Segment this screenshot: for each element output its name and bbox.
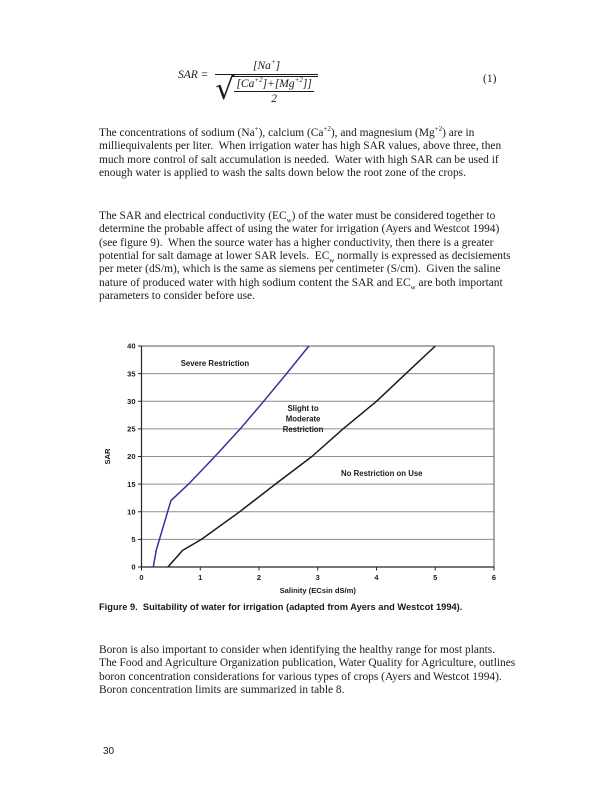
figure-caption: Figure 9. Suitability of water for irrigation (adapted from Ayers and Westcot 1994). xyxy=(99,602,463,612)
svg-text:SAR: SAR xyxy=(103,448,112,465)
svg-text:10: 10 xyxy=(127,507,136,517)
svg-text:40: 40 xyxy=(127,341,136,351)
square-root-sign: √ xyxy=(215,72,235,107)
body-paragraph-sar-ec: The SAR and electrical conductivity $(EC_w)$ of the water must be considered together to determine the probable affect of using the water for irrigation (Ayers and Westcot 1994) (see figure 9). When the source water has a higher conductivity, then there is a greater potential for salt damage at lower SAR levels. $EC_w$ normally is expressed as decisiements per meter (dS/m), which is the same as siemens per centimeter (S/cm). Given the saline nature of produced water with high sodium content the SAR and $EC_w$ are both important parameters to consider before use. xyxy=(99,210,514,303)
svg-text:20: 20 xyxy=(127,452,136,462)
svg-text:5: 5 xyxy=(131,535,136,545)
svg-text:No Restriction on Use: No Restriction on Use xyxy=(341,468,423,478)
sar-equation xyxy=(178,60,318,105)
svg-text:4: 4 xyxy=(374,573,379,582)
svg-text:Restriction: Restriction xyxy=(282,425,324,435)
svg-text:Slight to: Slight to xyxy=(287,404,319,414)
figure-9-chart xyxy=(96,340,500,604)
equation-number: (1) xyxy=(483,73,497,85)
radicand-fraction xyxy=(234,78,313,105)
figure-9 xyxy=(96,340,500,604)
body-paragraph-concentrations: The concentrations of sodium (Na+), calcium $(Ca^{+2})$, and magnesium $(Mg^{+2})$ are in milliequivalents per liter. When irrigation water has high SAR values, above three, then much more control of salt accumulation is needed. Water with high SAR can be used if enough water is applied to wash the salts down below the root zone of the crops. xyxy=(99,125,505,180)
svg-text:0: 0 xyxy=(139,573,144,582)
svg-text:35: 35 xyxy=(127,369,136,379)
radicand-numerator: $[Ca^{+2}]+[Mg^{+2}]$] xyxy=(236,76,312,90)
equation-numerator: [Na+] xyxy=(253,58,281,72)
svg-text:2: 2 xyxy=(256,573,262,582)
svg-text:1: 1 xyxy=(198,573,203,582)
sar-equation-body xyxy=(178,60,318,105)
equation-fraction xyxy=(215,60,318,105)
radicand-denominator: 2 xyxy=(271,93,277,105)
equation-denominator xyxy=(215,74,318,105)
page-number: 30 xyxy=(103,746,115,757)
svg-text:0: 0 xyxy=(131,562,136,572)
svg-text:Severe Restriction: Severe Restriction xyxy=(180,358,250,368)
svg-text:30: 30 xyxy=(127,396,136,406)
svg-text:Salinity (ECsin dS/m): Salinity (ECsin dS/m) xyxy=(279,586,356,595)
body-paragraph-boron: Boron is also important to consider when identifying the healthy range for most plants. The Food and Agriculture Organization publication, Water Quality for Agriculture, outlines boron concentration considerations for various types of crops (Ayers and Westcot 1994). Boron concentration limits are summarized in table 8. xyxy=(99,644,519,697)
svg-text:6: 6 xyxy=(491,573,497,582)
svg-text:15: 15 xyxy=(127,479,136,489)
svg-text:3: 3 xyxy=(315,573,320,582)
equation-lhs: SAR = xyxy=(178,69,212,81)
svg-text:Moderate: Moderate xyxy=(285,414,321,424)
svg-text:5: 5 xyxy=(433,573,438,582)
svg-text:25: 25 xyxy=(127,424,136,434)
radicand xyxy=(232,76,317,105)
